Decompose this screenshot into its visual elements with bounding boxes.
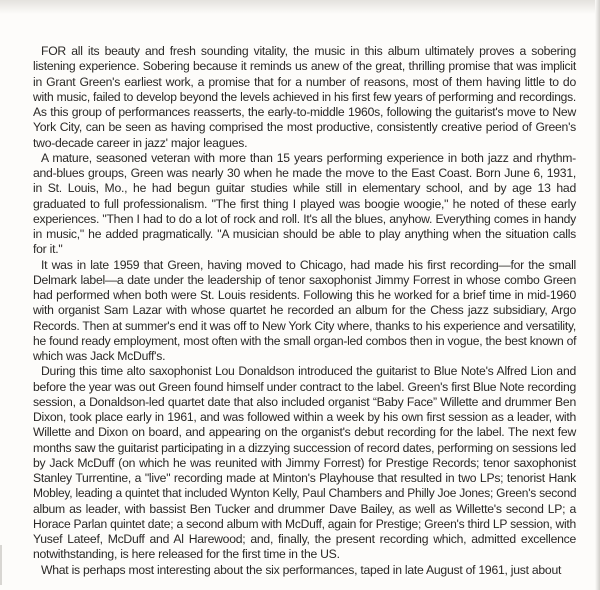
text-line: by Jack McDuff (on which he was reunited with Jimmy Forrest) for Prestige Records; tenor saxophonist [33, 455, 576, 470]
text-line: which was Jack McDuff's. [33, 349, 166, 363]
text-line: Dixon, took place early in 1961, and was followed within a week by his own first session as a leader, with [33, 410, 576, 424]
text-line: in St. Louis, Mo., he had begun guitar studies while still in elementary school, and by age 13 had [33, 181, 576, 196]
text-line: he found ready employment, most often with the small organ-led combos then in vogue, the best known of [33, 333, 577, 348]
paragraph [33, 44, 576, 151]
text-line: It was in late 1959 that Green, having moved to Chicago, had made his first recording—for the small [41, 257, 576, 272]
paragraph [33, 151, 576, 258]
text-line: session, a Donaldson-led quartet date that also included organist “Baby Face” Willette and drummer Ben [33, 394, 576, 409]
text-line: with music, failed to develop beyond the levels achieved in his first few years of performing and recordings. [33, 89, 576, 104]
text-line: months saw the guitarist participating in a dizzying succession of record dates, performing on sessions led [33, 440, 576, 455]
paragraph [33, 364, 576, 562]
text-line: in Grant Green's earliest work, a promise that for a number of reasons, most of them having little to do [33, 74, 576, 89]
text-line: Yusef Lateef, McDuff and Al Harewood; and, finally, the present recording which, admitted excellence [33, 532, 576, 546]
text-line: Willette and Dixon on board, and appearing on the organist's debut recording for the label. The next few [33, 425, 576, 440]
text-line: Delmark label—a date under the leadership of tenor saxophonist Jimmy Forrest in whose combo Green [33, 272, 576, 287]
text-line: York City, can be seen as having comprised the most productive, consistently creative period of Green's [33, 120, 576, 135]
text-line: with organist Sam Lazar with whose quartet he recorded an album for the Chess jazz subsidiary, Argo [33, 303, 576, 318]
scan-top-edge [0, 0, 600, 14]
text-line: notwithstanding, is here released for the first time in the US. [33, 547, 340, 562]
text-line: As this group of performances reasserts, the early-to-middle 1960s, following the guitarist's move to New [33, 105, 576, 119]
paragraph [33, 258, 576, 365]
text-line: During this time alto saxophonist Lou Donaldson introduced the guitarist to Blue Note's Alfred Lion and [41, 364, 576, 379]
scan-right-edge [595, 0, 600, 590]
text-line: album as leader, with bassist Ben Tucker and drummer Dave Bailey, as well as Willette's second LP; a [33, 501, 576, 516]
text-line: before the year was out Green found himself under contract to the label. Green's first Blue Note recording [33, 379, 576, 394]
text-line: two-decade career in jazz' major leagues. [33, 135, 248, 150]
text-line: Records. Then at summer's end it was off to New York City where, thanks to his experience and versatility, [33, 318, 576, 333]
text-line: and-blues groups, Green was nearly 30 when he made the move to the East Coast. Born June 6, 1931, [33, 166, 576, 180]
text-line: What is perhaps most interesting about the six performances, taped in late August of 1961, just about [41, 562, 562, 577]
scan-left-mark [0, 545, 2, 585]
text-line: for it." [33, 242, 63, 257]
text-line: had performed when both were St. Louis residents. Following this he worked for a brief time in mid-1960 [33, 288, 576, 302]
text-line: Mobley, leading a quintet that included Wynton Kelly, Paul Chambers and Philly Joe Jones; Green's second [33, 486, 577, 501]
text-line: FOR all its beauty and fresh sounding vitality, the music in this album ultimately proves a sobering [41, 44, 576, 58]
text-line: Horace Parlan quintet date; a second album with McDuff, again for Prestige; Green's third LP session, with [33, 516, 576, 531]
text-line: Stanley Turrentine, a "live" recording made at Minton's Playhouse that resulted in two LPs; tenorist Hank [33, 471, 576, 485]
text-line: listening experience. Sobering because it reminds us anew of the great, thrilling promise that was implicit [33, 59, 576, 74]
text-line: A mature, seasoned veteran with more than 15 years performing experience in both jazz and rhythm- [41, 150, 576, 165]
text-line: experiences. "Then I had to do a lot of rock and roll. It's all the blues, anyhow. Everything comes in handy [33, 211, 576, 226]
text-line: graduated to full professionalism. "The first thing I played was boogie woogie," he noted of these early [33, 196, 576, 211]
paragraph [33, 563, 576, 578]
text-line: in music," he added pragmatically. "A musician should be able to play anything when the situation calls [33, 227, 576, 241]
liner-notes-body [33, 44, 576, 578]
